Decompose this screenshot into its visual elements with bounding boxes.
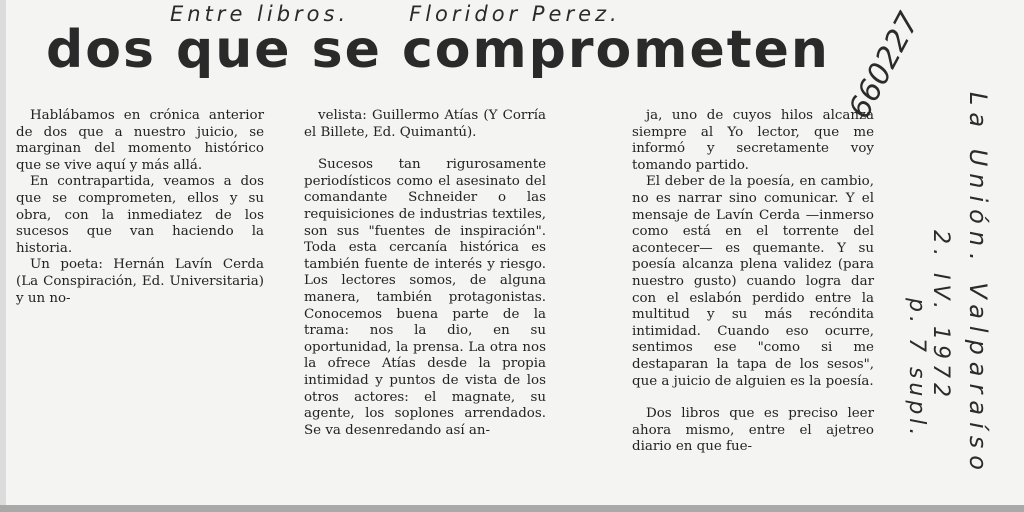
handwritten-source-note: La Unión. Valparaíso: [964, 92, 992, 477]
paragraph: Dos libros que es preciso leer ahora mismo, entre el ajetreo diario en que fue-: [632, 406, 874, 455]
paragraph: El deber de la poesía, en cambio, no es narrar sino comunicar. Y el mensaje de Lavín Cerda —inmerso como está en el torrente del acontecer— es quemante. Y su poesía alcanza plena validez (para nuestro gusto) cuando logra dar con el eslabón perdido entre la multitud y su más recóndita intimidad. Cuando eso ocurre, sentimos ese "como si me destaparan la tapa de los sesos", que a juicio de alguien es la poesía.: [632, 174, 874, 389]
paragraph: Un poeta: Hernán Lavín Cerda (La Conspiración, Ed. Universitaria) y un no-: [16, 257, 264, 306]
article-headline: dos que se comprometen: [46, 20, 830, 80]
text-column-3: [632, 108, 874, 456]
paragraph: Hablábamos en crónica anterior de dos que a nuestro juicio, se marginan del momento histórico que se vive aquí y más allá.: [16, 108, 264, 173]
handwritten-date-note: 2. IV. 1972: [928, 230, 953, 402]
handwritten-section-label: Entre libros.: [170, 2, 350, 26]
paragraph: Sucesos tan rigurosamente periodísticos como el asesinato del comandante Schneider o las requisiciones de industrias textiles, son sus "fuentes de inspiración". Toda esta cercanía histórica es también fuente de interés y riesgo. Los lectores somos, de alguna manera, también protagonistas. Conocemos buena parte de la trama: nos la dio, en su oportunidad, la prensa. La otra nos la ofrece Atías desde la propia intimidad y puntos de vista de los otros actores: el magnate, su agente, los soplones arrendados. Se va desenredando así an-: [304, 157, 546, 438]
text-column-1: [16, 108, 264, 307]
handwritten-author-name: Floridor Perez.: [409, 2, 621, 26]
scan-bottom-edge: [0, 505, 1024, 512]
paragraph: velista: Guillermo Atías (Y Corría el Billete, Ed. Quimantú).: [304, 108, 546, 140]
handwritten-page-note: p. 7 supl.: [904, 298, 929, 440]
handwritten-catalog-number: 660227: [842, 6, 927, 125]
paragraph: En contrapartida, veamos a dos que se comprometen, ellos y su obra, con la inmediatez de los sucesos que van haciendo la historia.: [16, 174, 264, 256]
paragraph: ja, uno de cuyos hilos alcanza siempre al Yo lector, que me informó y secretamente voy tomando partido.: [632, 108, 874, 173]
text-column-2: [304, 108, 546, 439]
